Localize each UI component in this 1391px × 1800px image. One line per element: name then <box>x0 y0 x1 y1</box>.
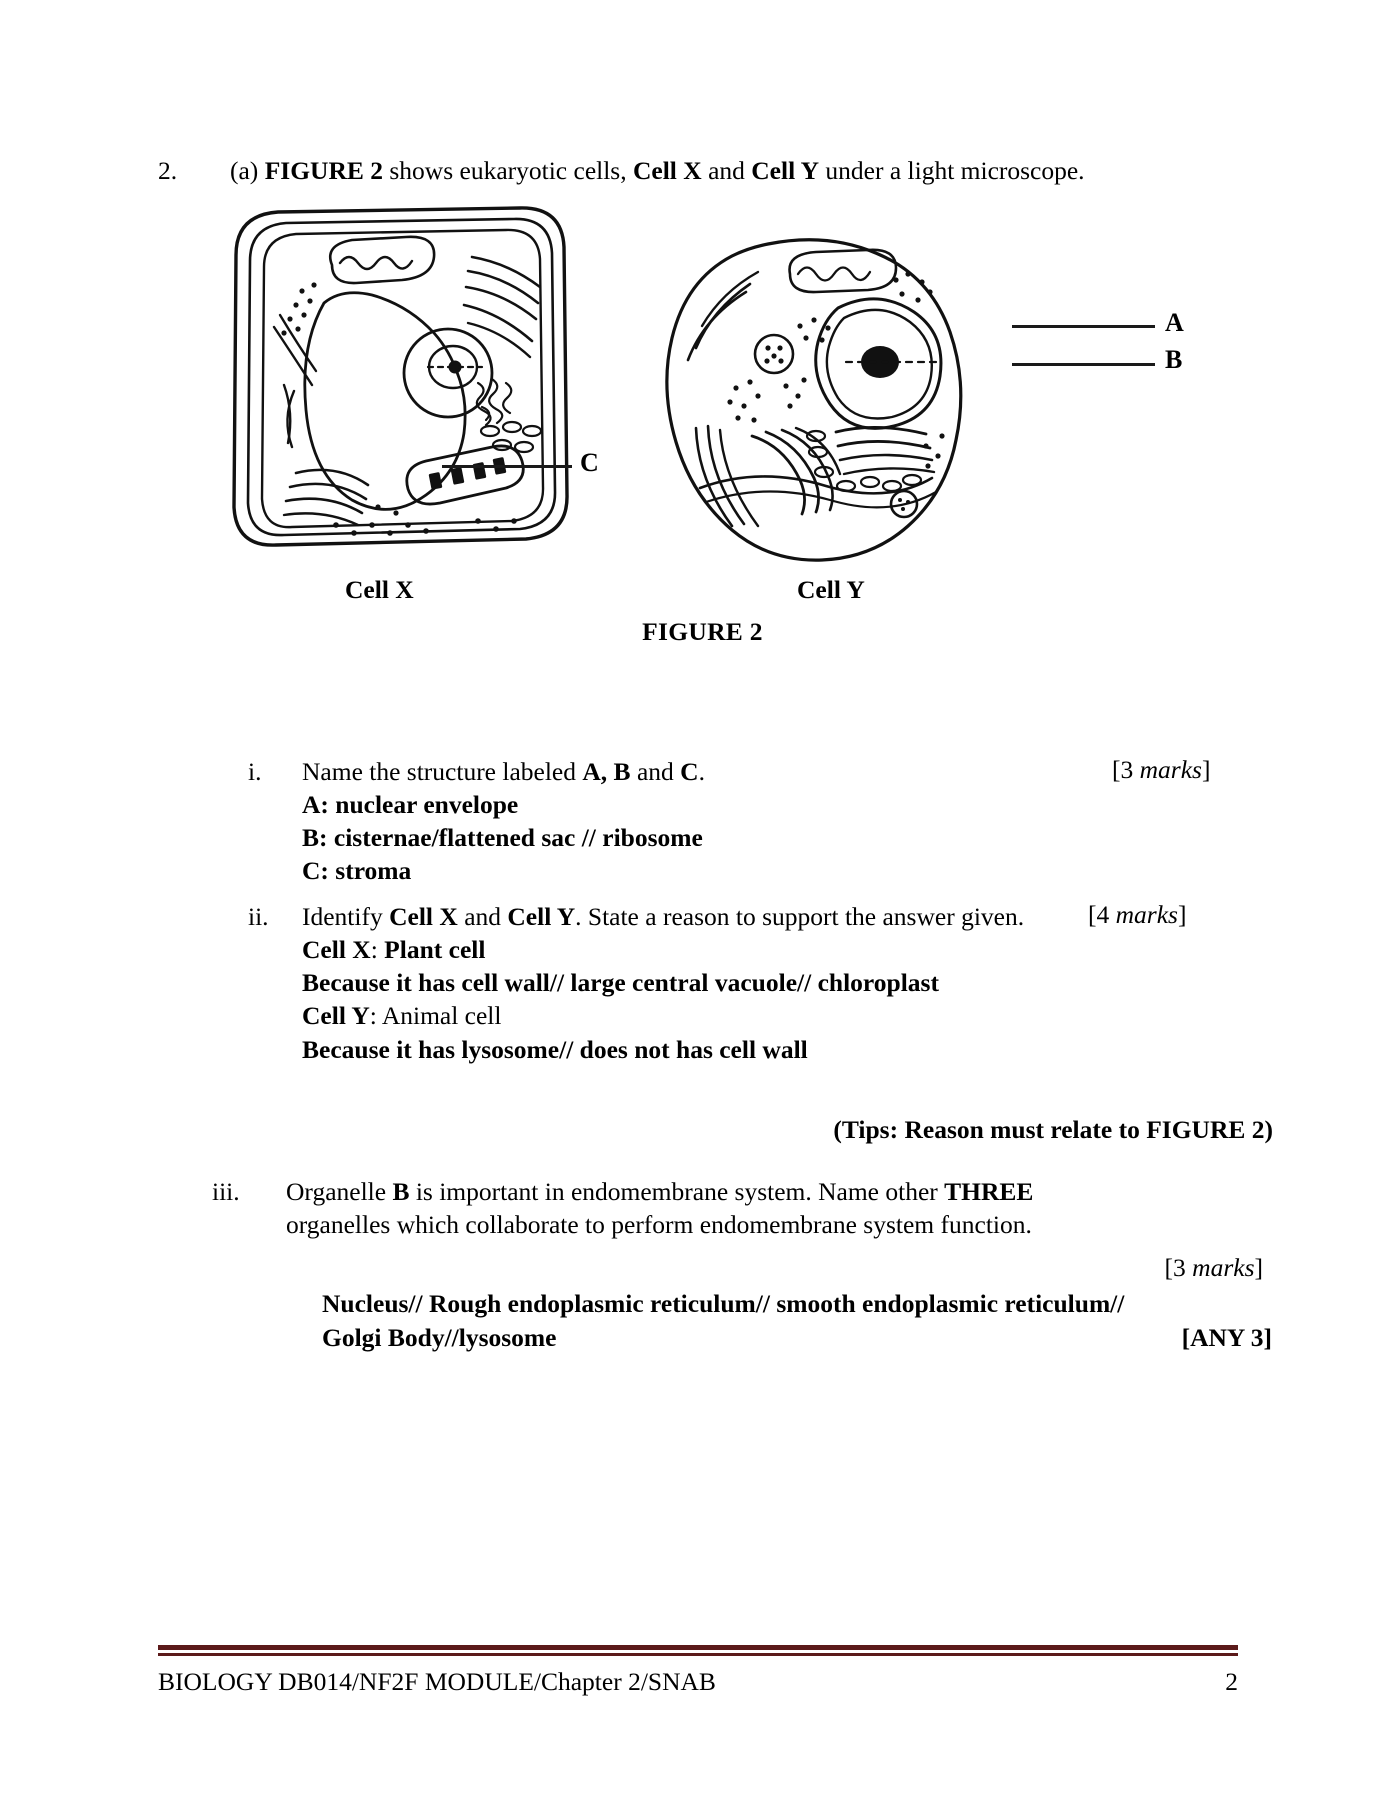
subquestion-iii-prompt <box>286 1175 1212 1208</box>
tips-note: (Tips: Reason must relate to FIGURE 2) <box>833 1115 1273 1144</box>
answer-iii-any-flag: [ANY 3] <box>1181 1322 1272 1352</box>
answer-iii-line1: Nucleus// Rough endoplasmic reticulum// smooth endoplasmic reticulum// <box>322 1289 1125 1318</box>
subquestion-i-body <box>302 755 1148 888</box>
caption-cell-x: Cell X <box>345 575 414 604</box>
subquestion-iii-marker: iii. <box>212 1177 240 1206</box>
answer-a: A: nuclear envelope <box>302 790 519 820</box>
stem-text-1: shows eukaryotic cells, <box>383 156 633 185</box>
answer-celly-label: Cell Y <box>302 1001 370 1031</box>
answer-c: C: stroma <box>302 856 412 886</box>
answer-celly-line <box>302 999 1068 1032</box>
prompt2-text-1: Identify <box>302 902 390 931</box>
answer-iii <box>322 1287 1272 1354</box>
animal-cell-diagram <box>640 230 980 575</box>
marks-i <box>1112 755 1210 785</box>
subquestion-iii <box>212 1175 1212 1241</box>
leader-line-a <box>1012 325 1155 328</box>
stem-text-2: and <box>701 156 752 185</box>
question-stem <box>158 155 1258 187</box>
marks-i-word: marks <box>1139 755 1202 784</box>
page-number: 2 <box>1225 1667 1238 1696</box>
answer-cellx-sep: : <box>370 935 385 965</box>
marks-i-suffix: ] <box>1201 755 1211 784</box>
subquestion-ii-marker: ii. <box>248 902 269 931</box>
prompt3-bold-2: THREE <box>944 1177 1034 1206</box>
figure-label-b: B <box>1165 345 1183 374</box>
leader-line-b <box>1012 363 1155 366</box>
prompt3-text-1: Organelle <box>286 1177 393 1206</box>
figure-label-c: C <box>580 448 599 477</box>
marks-iii-word: marks <box>1192 1253 1255 1282</box>
answer-iii-line2-row <box>322 1321 1272 1355</box>
footer-label: BIOLOGY DB014/NF2F MODULE/Chapter 2/SNAB <box>158 1667 716 1696</box>
prompt-bold-2: C <box>680 757 699 786</box>
answer-celly-reason: Because it has lysosome// does not has cell wall <box>302 1034 808 1064</box>
answer-b: B: cisternae/flattened sac // ribosome <box>302 823 703 853</box>
answer-cellx-value: Plant cell <box>384 935 486 965</box>
stem-text-3: under a light microscope. <box>819 156 1085 185</box>
marks-iii-suffix: ] <box>1254 1253 1263 1282</box>
marks-iii <box>0 1253 1391 1283</box>
plant-cell-diagram <box>220 195 580 565</box>
answer-cellx-reason: Because it has cell wall// large central vacuole// chloroplast <box>302 968 939 998</box>
marks-ii <box>1088 900 1186 930</box>
subquestion-ii <box>248 900 1068 1066</box>
prompt2-text-2: and <box>457 902 508 931</box>
answer-celly-sep: : <box>369 1001 382 1031</box>
subquestion-ii-prompt <box>302 900 1068 933</box>
answer-cellx-label: Cell X <box>302 935 371 965</box>
answer-iii-line2: Golgi Body//lysosome <box>322 1322 557 1352</box>
subquestion-i <box>248 755 1148 888</box>
answer-celly-value: Animal cell <box>381 1001 502 1031</box>
figure-label-a: A <box>1165 308 1184 337</box>
answer-cellx-line <box>302 933 1068 966</box>
marks-iii-prefix: [3 <box>1164 1253 1193 1282</box>
figure-reference: FIGURE 2 <box>264 156 383 185</box>
prompt-text-3: . <box>698 757 705 786</box>
subquestion-iii-body <box>286 1175 1212 1241</box>
marks-ii-prefix: [4 <box>1088 900 1116 929</box>
prompt2-text-3: . State a reason to support the answer given. <box>575 902 1025 931</box>
stem-cell-x: Cell X <box>632 156 702 185</box>
subquestion-ii-body <box>302 900 1068 1066</box>
prompt-text-1: Name the structure labeled <box>302 757 583 786</box>
figure-title-text: FIGURE 2 <box>642 617 763 646</box>
footer-rule-thin <box>158 1653 1238 1656</box>
part-label: (a) <box>230 156 265 185</box>
figure-title <box>0 617 1391 647</box>
figure-2-area <box>150 195 1270 595</box>
caption-cell-y: Cell Y <box>797 575 865 604</box>
stem-cell-y: Cell Y <box>751 156 820 185</box>
leader-line-c <box>442 465 572 468</box>
footer-rule <box>158 1645 1238 1656</box>
marks-ii-suffix: ] <box>1177 900 1187 929</box>
prompt-text-2: and <box>630 757 681 786</box>
subquestion-iii-prompt-line2: organelles which collaborate to perform endomembrane system function. <box>286 1210 1032 1240</box>
prompt3-text-2: is important in endomembrane system. Name other <box>409 1177 945 1206</box>
question-number: 2. <box>158 156 178 185</box>
marks-ii-word: marks <box>1115 900 1178 929</box>
marks-i-prefix: [3 <box>1112 755 1140 784</box>
prompt3-bold-1: B <box>392 1177 410 1206</box>
prompt2-bold-2: Cell Y <box>507 902 576 931</box>
subquestion-i-prompt <box>302 755 1148 788</box>
prompt-bold-1: A, B <box>582 757 631 786</box>
footer <box>158 1667 1238 1697</box>
prompt2-bold-1: Cell X <box>389 902 458 931</box>
subquestion-i-marker: i. <box>248 757 262 786</box>
